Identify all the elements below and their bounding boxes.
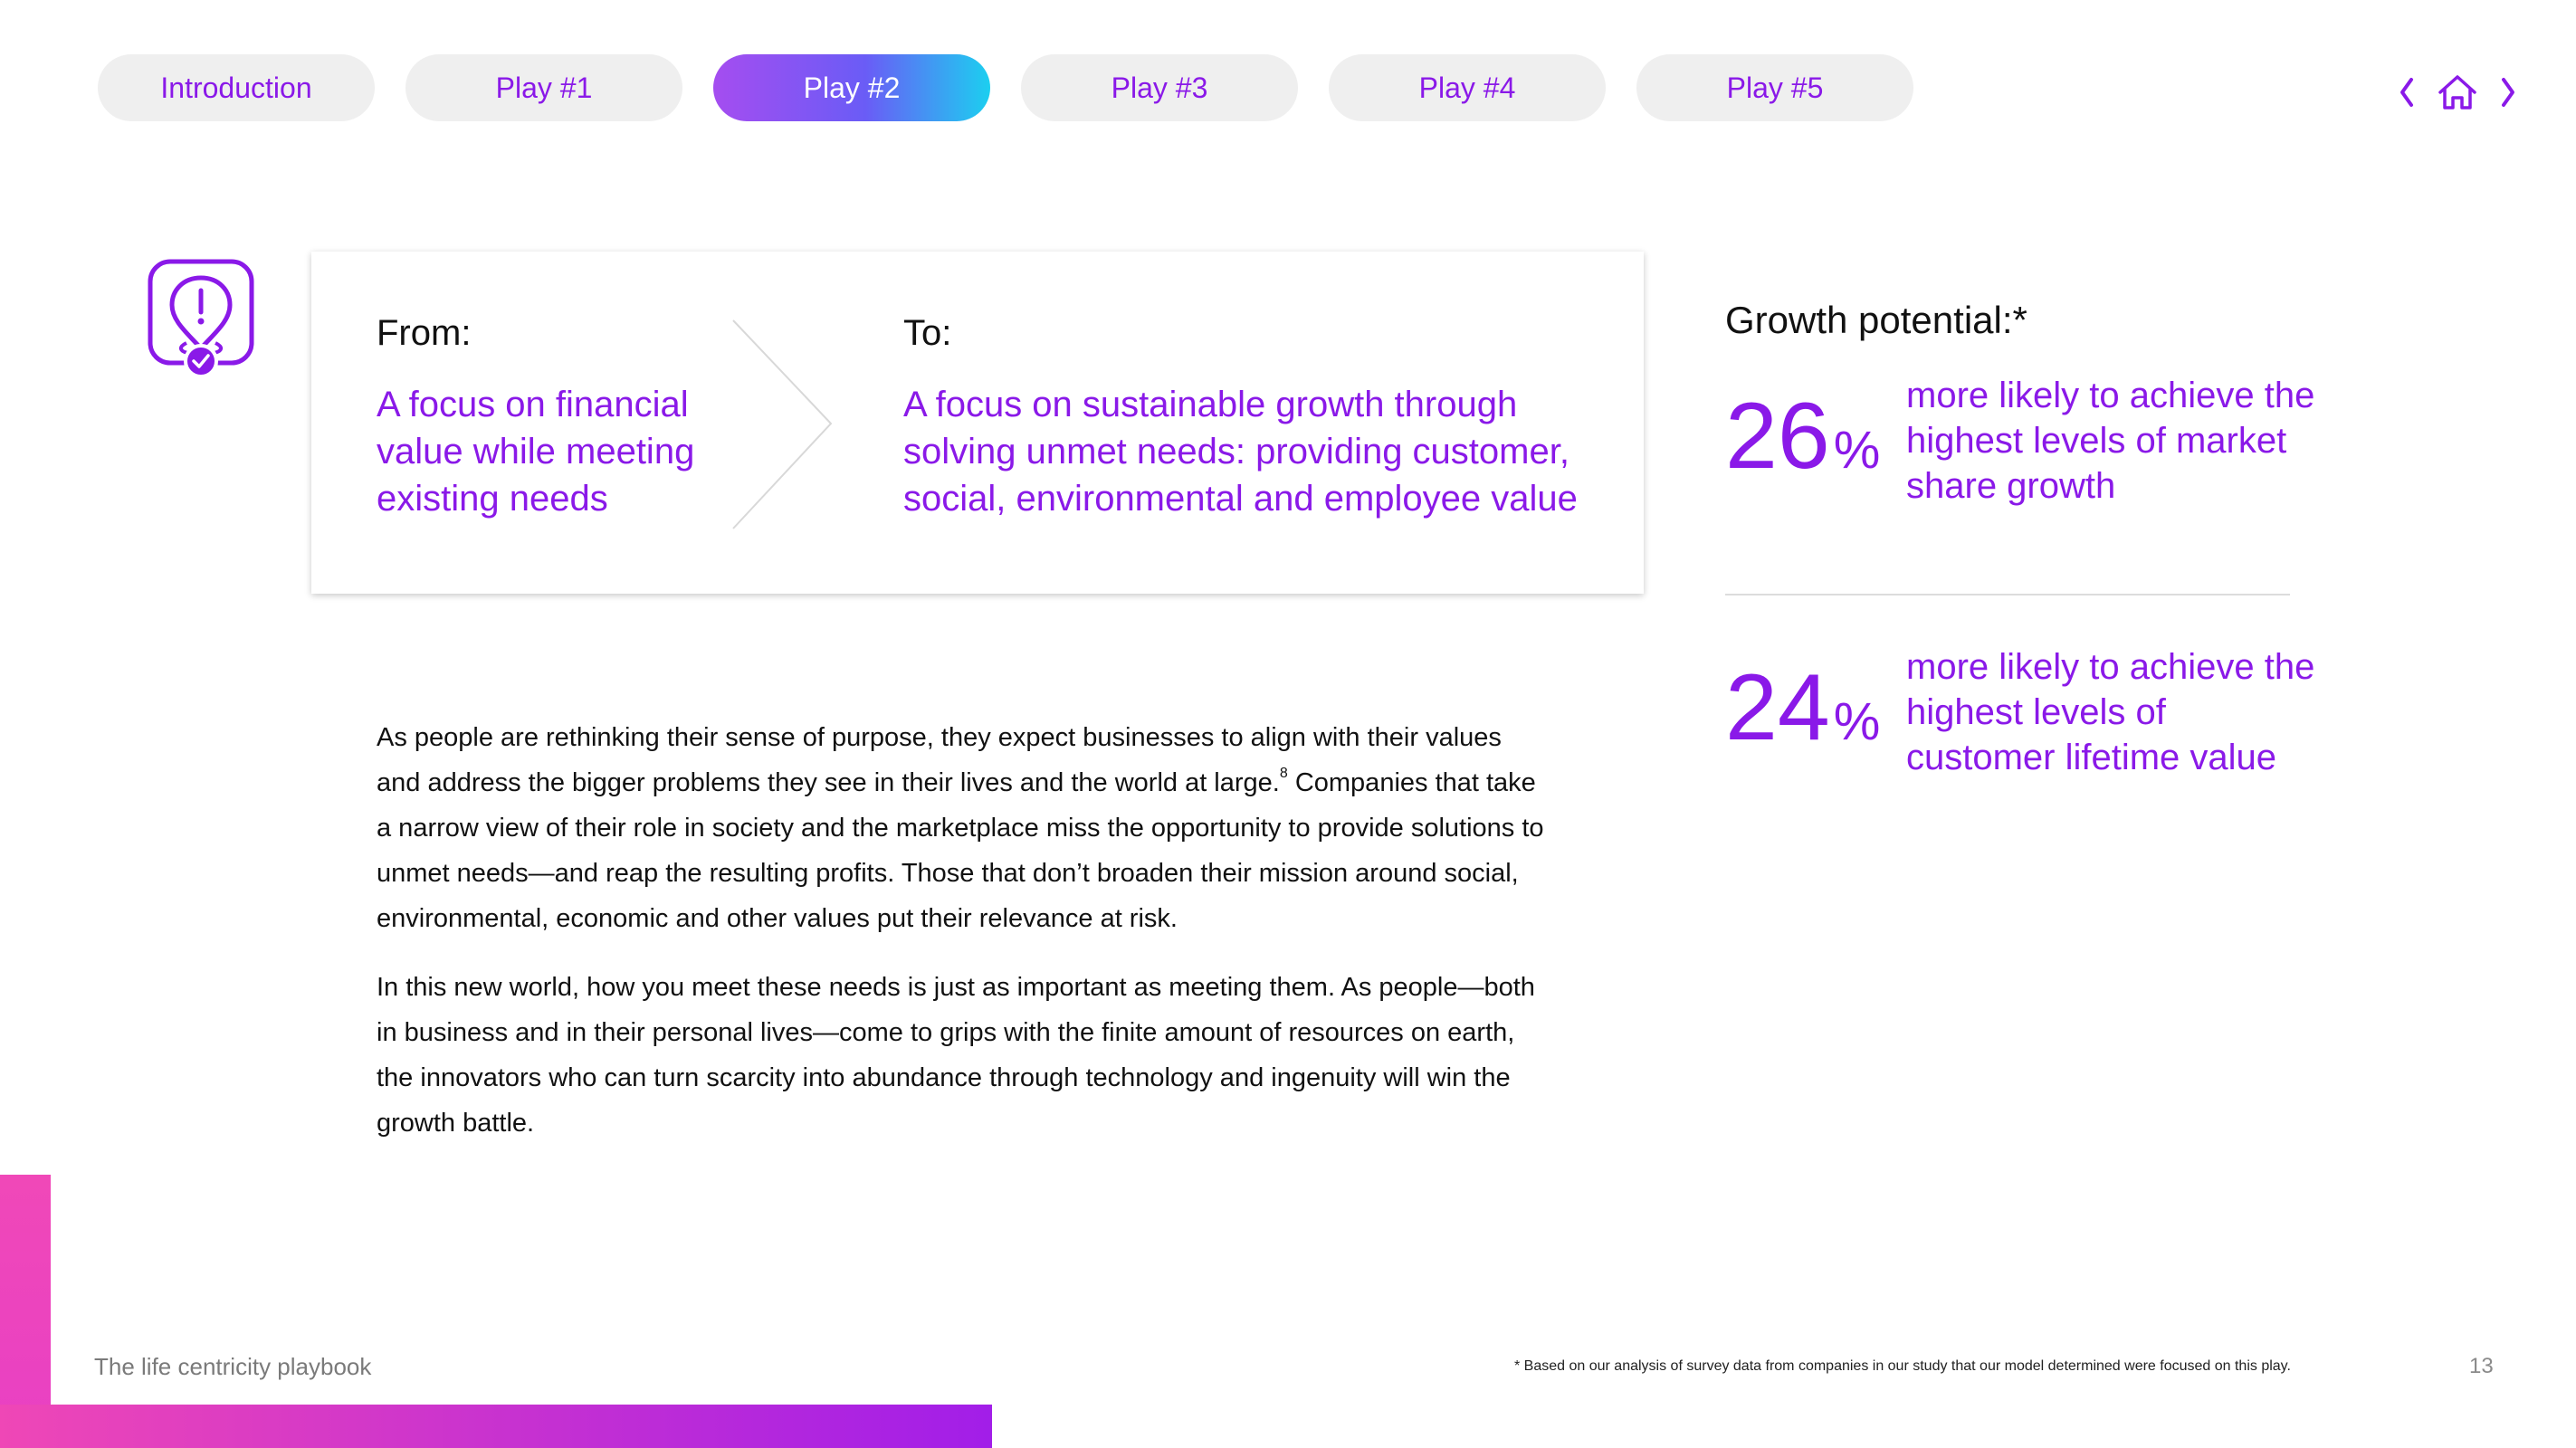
growth-title: Growth potential:* [1725, 299, 2027, 341]
stat-description: more likely to achieve the highest levels of market share growth [1906, 376, 2315, 506]
chevron-arrow-icon [730, 317, 838, 534]
from-label: From: [377, 313, 472, 353]
footer-title: The life centricity playbook [94, 1353, 372, 1380]
from-column [377, 313, 720, 522]
home-icon[interactable] [2435, 72, 2480, 117]
from-text: A focus on financial value while meeting existing needs [377, 385, 695, 519]
body-paragraph-2: In this new world, how you meet these needs is just as important as meeting them. As people—both in business and in their personal lives—come to grips with the finite amount of resources on earth, the innovators who can turn scarcity into abundance through technology and ingenuity will win the growth battle. [377, 973, 1535, 1138]
body-copy [377, 715, 1544, 1169]
body-paragraph-1-cont: Companies that take a narrow view of their role in society and the marketplace miss the opportunity to provide solutions to unmet needs—and reap the resulting profits. Those that don’t broaden their mission around social, environmental, economic and other values put their relevance at risk. [377, 768, 1544, 933]
tab-introduction[interactable]: Introduction [98, 54, 375, 121]
stat-description: more likely to achieve the highest levels of customer lifetime value [1906, 647, 2315, 777]
page-number: 13 [2469, 1354, 2494, 1378]
divider [1725, 594, 2290, 595]
stat-value [1725, 384, 1881, 496]
body-paragraph-1-text: As people are rethinking their sense of purpose, they expect businesses to align with their values and address the bigger problems they see in their lives and the world at large. [377, 723, 1502, 797]
to-label: To: [903, 313, 952, 353]
tab-play-4[interactable]: Play #4 [1329, 54, 1606, 121]
page-navigation [2395, 63, 2531, 127]
tab-play-5[interactable]: Play #5 [1636, 54, 1913, 121]
footnote-ref: 8 [1279, 766, 1288, 781]
tab-play-2[interactable]: Play #2 [713, 54, 990, 121]
chevron-left-icon[interactable] [2395, 74, 2417, 115]
stat-unit: % [1833, 692, 1881, 751]
location-alert-icon [147, 258, 259, 381]
stat-value [1725, 655, 1881, 767]
stat-number: 24 [1725, 655, 1830, 760]
to-text: A focus on sustainable growth through solving unmet needs: providing customer, social, environmental and employee value [903, 385, 1578, 519]
stat-market-share [1725, 373, 2315, 518]
body-paragraph-1 [377, 715, 1544, 941]
tab-play-1[interactable]: Play #1 [405, 54, 682, 121]
stat-number: 26 [1725, 384, 1830, 489]
stat-unit: % [1833, 421, 1881, 480]
from-to-card [311, 252, 1644, 594]
stat-customer-lifetime [1725, 644, 2315, 789]
decorative-bar-horizontal [0, 1405, 992, 1448]
chevron-right-icon[interactable] [2498, 74, 2520, 115]
footnote: * Based on our analysis of survey data from companies in our study that our model determined were focused on this play. [1514, 1358, 2291, 1374]
to-column [903, 313, 1609, 522]
tab-play-3[interactable]: Play #3 [1021, 54, 1298, 121]
